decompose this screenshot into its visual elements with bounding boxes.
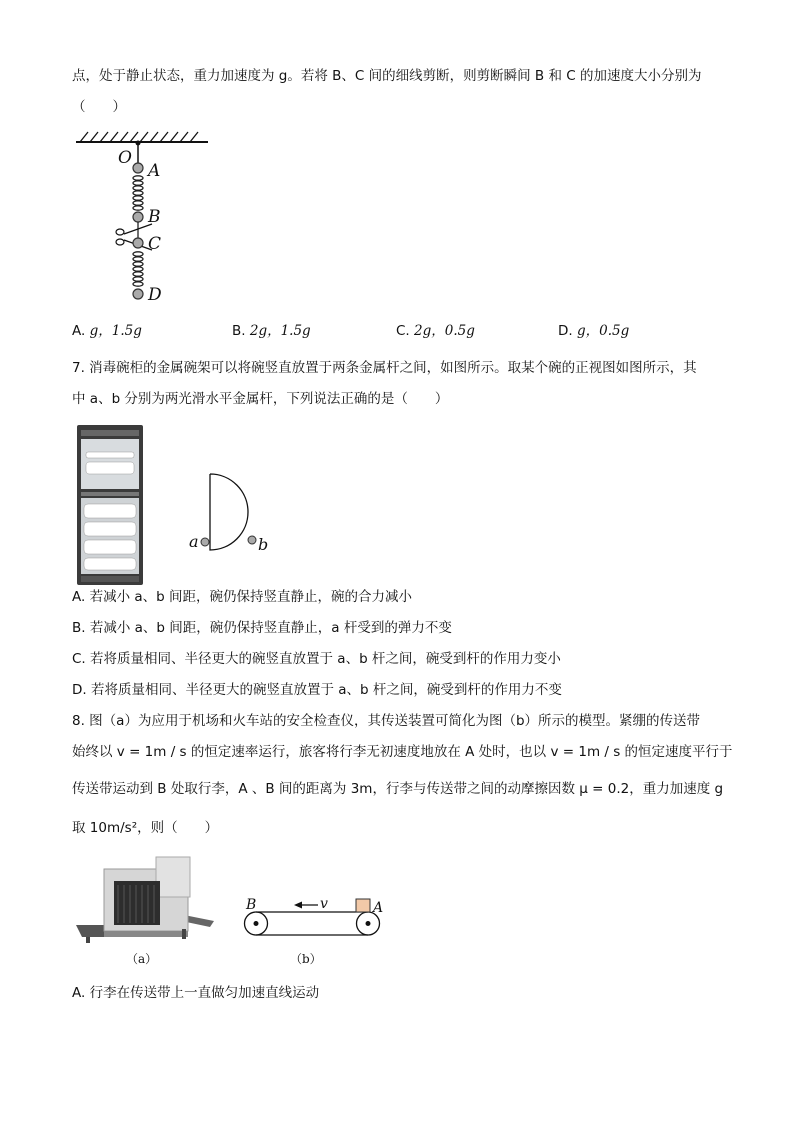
q6-option-b <box>232 321 311 341</box>
arrow-left-icon <box>294 902 302 909</box>
label-end-b: B <box>246 897 257 913</box>
q7-stem-line-2: 中 a、b 分别为两光滑水平金属杆，下列说法正确的是（ ） <box>72 391 449 407</box>
label-c: C <box>148 234 162 254</box>
luggage-box <box>356 899 370 912</box>
label-rod-a: a <box>189 532 199 551</box>
bowl-front-view-figure <box>186 470 276 560</box>
label-end-a: A <box>373 900 384 916</box>
q8-stem-line-3: 传送带运动到 B 处取行李，A 、B 间的距离为 3m，行李与传送带之间的动摩擦因数 μ = 0.2，重力加速度 g <box>72 781 724 797</box>
q6-stem-line-1: 点，处于静止状态，重力加速度为 g。若将 B、C 间的细线剪断，则剪断瞬间 B 和 C 的加速度大小分别为 <box>72 68 702 84</box>
ball-c <box>133 238 143 248</box>
label-b: B <box>148 207 161 227</box>
q8-stem-line-1: 8. 图（a）为应用于机场和火车站的安全检查仪，其传送装置可简化为图（b）所示的模型。紧绷的传送带 <box>72 713 701 729</box>
option-letter: C. <box>396 323 410 339</box>
option-text: 2g，0.5g <box>414 323 475 339</box>
q6-option-a <box>72 321 142 341</box>
spring-upper <box>133 176 143 210</box>
label-d: D <box>148 285 162 305</box>
q6-stem-line-2: （ ） <box>72 99 126 115</box>
q7-stem-line-1: 7. 消毒碗柜的金属碗架可以将碗竖直放置于两条金属杆之间，如图所示。取某个碗的正视图如图所示，其 <box>72 360 697 376</box>
ball-d <box>133 289 143 299</box>
option-text: g，1.5g <box>89 323 142 339</box>
conveyor-belt-figure <box>236 895 386 945</box>
q7-option-b: B. 若减小 a、b 间距，碗仍保持竖直静止，a 杆受到的弹力不变 <box>72 620 452 636</box>
q6-option-d <box>558 321 629 341</box>
q7-option-c: C. 若将质量相同、半径更大的碗竖直放置于 a、b 杆之间，碗受到杆的作用力变小 <box>72 651 561 667</box>
q8-stem-line-2: 始终以 v = 1m / s 的恒定速率运行，旅客将行李无初速度地放在 A 处时，也以 v = 1m / s 的恒定速度平行于 <box>72 744 733 760</box>
option-letter: D. <box>558 323 573 339</box>
q8-stem-line-4: 取 10m/s²，则（ ） <box>72 820 219 836</box>
caption-b: （b） <box>290 952 322 966</box>
label-rod-b: b <box>258 535 269 554</box>
q6-option-c <box>396 321 475 341</box>
disinfection-cabinet-photo <box>76 424 144 586</box>
security-scanner-photo <box>74 853 218 945</box>
q7-option-d: D. 若将质量相同、半径更大的碗竖直放置于 a、b 杆之间，碗受到杆的作用力不变 <box>72 682 562 698</box>
option-text: 2g，1.5g <box>249 323 311 339</box>
q8-option-a: A. 行李在传送带上一直做匀加速直线运动 <box>72 985 320 1001</box>
label-o: O <box>118 148 132 168</box>
option-text: g，0.5g <box>576 323 630 339</box>
ball-b <box>133 212 143 222</box>
ball-a <box>133 163 143 173</box>
spring-lower <box>133 252 143 286</box>
label-velocity: v <box>320 896 328 912</box>
option-letter: B. <box>232 323 246 339</box>
q7-option-a: A. 若减小 a、b 间距，碗仍保持竖直静止，碗的合力减小 <box>72 589 413 605</box>
option-letter: A. <box>72 323 86 339</box>
label-a: A <box>148 161 161 181</box>
caption-a: （a） <box>126 952 158 966</box>
spring-mass-figure <box>70 128 220 306</box>
